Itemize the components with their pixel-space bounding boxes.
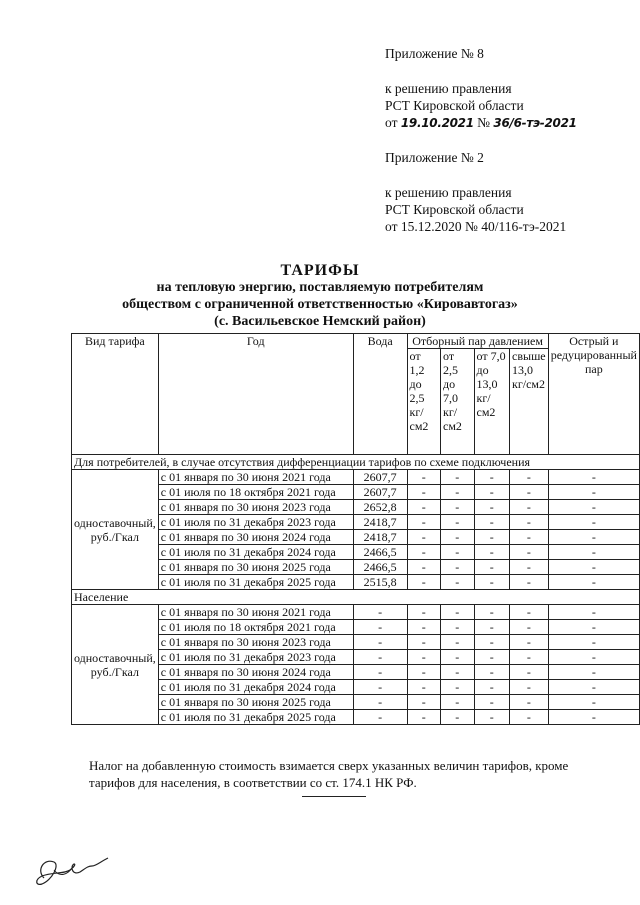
water-cell: - bbox=[353, 695, 407, 710]
water-cell: 2466,5 bbox=[353, 560, 407, 575]
p4-cell: - bbox=[510, 470, 549, 485]
water-cell: - bbox=[353, 650, 407, 665]
header-pressure-1: от 1,2 до 2,5 кг/см2 bbox=[407, 349, 441, 455]
p3-cell: - bbox=[474, 560, 510, 575]
p1-cell: - bbox=[407, 530, 441, 545]
sharp-cell: - bbox=[548, 545, 639, 560]
signature-icon bbox=[30, 848, 110, 892]
p4-cell: - bbox=[510, 635, 549, 650]
period-cell: с 01 июля по 18 октября 2021 года bbox=[158, 485, 353, 500]
header-pressure-4: свыше 13,0 кг/см2 bbox=[510, 349, 549, 455]
p3-cell: - bbox=[474, 635, 510, 650]
vat-note-line-1: Налог на добавленную стоимость взимается сверх указанных величин тарифов, кроме bbox=[89, 758, 569, 773]
sharp-cell: - bbox=[548, 515, 639, 530]
p4-cell: - bbox=[510, 485, 549, 500]
period-cell: с 01 июля по 31 декабря 2025 года bbox=[158, 575, 353, 590]
p2-cell: - bbox=[441, 695, 475, 710]
decision-to: к решению правления bbox=[385, 81, 512, 96]
p3-cell: - bbox=[474, 605, 510, 620]
p2-cell: - bbox=[441, 530, 475, 545]
water-cell: 2466,5 bbox=[353, 545, 407, 560]
p1-cell: - bbox=[407, 710, 441, 725]
p4-cell: - bbox=[510, 500, 549, 515]
p3-cell: - bbox=[474, 665, 510, 680]
p2-cell: - bbox=[441, 620, 475, 635]
decision-to-2: к решению правления bbox=[385, 185, 512, 200]
p4-cell: - bbox=[510, 560, 549, 575]
tariff-type-cell: одноставочный, руб./Гкал bbox=[72, 605, 159, 725]
p4-cell: - bbox=[510, 530, 549, 545]
p1-cell: - bbox=[407, 560, 441, 575]
tariff-type-cell: одноставочный, руб./Гкал bbox=[72, 470, 159, 590]
p4-cell: - bbox=[510, 695, 549, 710]
p2-cell: - bbox=[441, 680, 475, 695]
period-cell: с 01 июля по 31 декабря 2023 года bbox=[158, 515, 353, 530]
water-cell: - bbox=[353, 710, 407, 725]
appendix-2-block bbox=[385, 149, 484, 166]
p3-cell: - bbox=[474, 500, 510, 515]
title-line-4: (с. Васильевское Немский район) bbox=[214, 314, 426, 329]
section-header-row bbox=[72, 455, 640, 470]
header-year: Год bbox=[158, 334, 353, 455]
title-line-2: на тепловую энергию, поставляемую потребителям bbox=[156, 280, 484, 295]
water-cell: 2607,7 bbox=[353, 485, 407, 500]
header-type: Вид тарифа bbox=[72, 334, 159, 455]
header-sharp-steam: Острый и редуцированный пар bbox=[548, 334, 639, 455]
tariff-table bbox=[71, 333, 640, 725]
p1-cell: - bbox=[407, 500, 441, 515]
p1-cell: - bbox=[407, 470, 441, 485]
vat-note bbox=[89, 757, 589, 791]
p3-cell: - bbox=[474, 680, 510, 695]
separator-line bbox=[302, 796, 366, 797]
p2-cell: - bbox=[441, 635, 475, 650]
p3-cell: - bbox=[474, 485, 510, 500]
period-cell: с 01 января по 30 июня 2024 года bbox=[158, 530, 353, 545]
sharp-cell: - bbox=[548, 575, 639, 590]
p4-cell: - bbox=[510, 515, 549, 530]
section-title: Население bbox=[72, 590, 640, 605]
org-name-2: РСТ Кировской области bbox=[385, 202, 524, 217]
sharp-cell: - bbox=[548, 620, 639, 635]
p1-cell: - bbox=[407, 575, 441, 590]
p1-cell: - bbox=[407, 545, 441, 560]
table-row bbox=[72, 605, 640, 620]
vat-note-line-2: тарифов для населения, в соответствии со ст. 174.1 НК РФ. bbox=[89, 775, 417, 790]
header-water: Вода bbox=[353, 334, 407, 455]
section-title: Для потребителей, в случае отсутствия дифференциации тарифов по схеме подключения bbox=[72, 455, 640, 470]
sharp-cell: - bbox=[548, 710, 639, 725]
p3-cell: - bbox=[474, 545, 510, 560]
p1-cell: - bbox=[407, 680, 441, 695]
header-pressure-3: от 7,0 до 13,0 кг/см2 bbox=[474, 349, 510, 455]
p2-cell: - bbox=[441, 560, 475, 575]
water-cell: - bbox=[353, 680, 407, 695]
water-cell: - bbox=[353, 605, 407, 620]
period-cell: с 01 января по 30 июня 2021 года bbox=[158, 470, 353, 485]
period-cell: с 01 января по 30 июня 2025 года bbox=[158, 695, 353, 710]
appendix-8-title: Приложение № 8 bbox=[385, 46, 484, 61]
p4-cell: - bbox=[510, 545, 549, 560]
title-tariffs: ТАРИФЫ bbox=[280, 262, 360, 279]
sharp-cell: - bbox=[548, 470, 639, 485]
table-row bbox=[72, 470, 640, 485]
decision-date-line-2: от 15.12.2020 № 40/116-тэ-2021 bbox=[385, 219, 567, 234]
p4-cell: - bbox=[510, 605, 549, 620]
p1-cell: - bbox=[407, 485, 441, 500]
p1-cell: - bbox=[407, 635, 441, 650]
p2-cell: - bbox=[441, 515, 475, 530]
period-cell: с 01 июля по 31 декабря 2023 года bbox=[158, 650, 353, 665]
water-cell: - bbox=[353, 620, 407, 635]
p2-cell: - bbox=[441, 485, 475, 500]
decision-block-2 bbox=[385, 184, 566, 235]
period-cell: с 01 января по 30 июня 2021 года bbox=[158, 605, 353, 620]
p2-cell: - bbox=[441, 710, 475, 725]
period-cell: с 01 января по 30 июня 2024 года bbox=[158, 665, 353, 680]
table-body bbox=[72, 455, 640, 725]
p1-cell: - bbox=[407, 515, 441, 530]
period-cell: с 01 января по 30 июня 2023 года bbox=[158, 635, 353, 650]
header-pressure-2: от 2,5 до 7,0 кг/см2 bbox=[441, 349, 475, 455]
p3-cell: - bbox=[474, 650, 510, 665]
water-cell: 2652,8 bbox=[353, 500, 407, 515]
p3-cell: - bbox=[474, 695, 510, 710]
period-cell: с 01 июля по 31 декабря 2025 года bbox=[158, 710, 353, 725]
handwritten-date: 19.10.2021 bbox=[400, 116, 474, 130]
water-cell: 2607,7 bbox=[353, 470, 407, 485]
org-name: РСТ Кировской области bbox=[385, 98, 524, 113]
p4-cell: - bbox=[510, 680, 549, 695]
p2-cell: - bbox=[441, 575, 475, 590]
p2-cell: - bbox=[441, 545, 475, 560]
period-cell: с 01 января по 30 июня 2023 года bbox=[158, 500, 353, 515]
decision-date-line bbox=[385, 114, 577, 132]
period-cell: с 01 июля по 31 декабря 2024 года bbox=[158, 680, 353, 695]
p1-cell: - bbox=[407, 620, 441, 635]
handwritten-number: 36/6-тэ-2021 bbox=[493, 116, 577, 130]
p3-cell: - bbox=[474, 710, 510, 725]
appendix-8-block bbox=[385, 45, 484, 62]
water-cell: - bbox=[353, 665, 407, 680]
period-cell: с 01 июля по 31 декабря 2024 года bbox=[158, 545, 353, 560]
water-cell: 2418,7 bbox=[353, 530, 407, 545]
water-cell: 2418,7 bbox=[353, 515, 407, 530]
p4-cell: - bbox=[510, 665, 549, 680]
p2-cell: - bbox=[441, 500, 475, 515]
header-steam: Отборный пар давлением bbox=[407, 334, 548, 349]
sharp-cell: - bbox=[548, 605, 639, 620]
number-prefix: № bbox=[477, 115, 491, 130]
p2-cell: - bbox=[441, 650, 475, 665]
p2-cell: - bbox=[441, 665, 475, 680]
decision-block-1 bbox=[385, 80, 577, 132]
sharp-cell: - bbox=[548, 500, 639, 515]
sharp-cell: - bbox=[548, 485, 639, 500]
p2-cell: - bbox=[441, 470, 475, 485]
title-line-3: обществом с ограниченной ответственностью «Кировавтогаз» bbox=[122, 297, 518, 312]
section-header-row bbox=[72, 590, 640, 605]
sharp-cell: - bbox=[548, 680, 639, 695]
document-title bbox=[0, 262, 640, 330]
p4-cell: - bbox=[510, 575, 549, 590]
water-cell: - bbox=[353, 635, 407, 650]
sharp-cell: - bbox=[548, 530, 639, 545]
p1-cell: - bbox=[407, 695, 441, 710]
p1-cell: - bbox=[407, 605, 441, 620]
date-prefix: от bbox=[385, 115, 398, 130]
water-cell: 2515,8 bbox=[353, 575, 407, 590]
p3-cell: - bbox=[474, 575, 510, 590]
p3-cell: - bbox=[474, 470, 510, 485]
p4-cell: - bbox=[510, 650, 549, 665]
period-cell: с 01 января по 30 июня 2025 года bbox=[158, 560, 353, 575]
p3-cell: - bbox=[474, 515, 510, 530]
sharp-cell: - bbox=[548, 635, 639, 650]
p2-cell: - bbox=[441, 605, 475, 620]
appendix-2-title: Приложение № 2 bbox=[385, 150, 484, 165]
sharp-cell: - bbox=[548, 560, 639, 575]
sharp-cell: - bbox=[548, 650, 639, 665]
p3-cell: - bbox=[474, 620, 510, 635]
p1-cell: - bbox=[407, 650, 441, 665]
p3-cell: - bbox=[474, 530, 510, 545]
sharp-cell: - bbox=[548, 665, 639, 680]
p4-cell: - bbox=[510, 710, 549, 725]
p4-cell: - bbox=[510, 620, 549, 635]
sharp-cell: - bbox=[548, 695, 639, 710]
period-cell: с 01 июля по 18 октября 2021 года bbox=[158, 620, 353, 635]
p1-cell: - bbox=[407, 665, 441, 680]
